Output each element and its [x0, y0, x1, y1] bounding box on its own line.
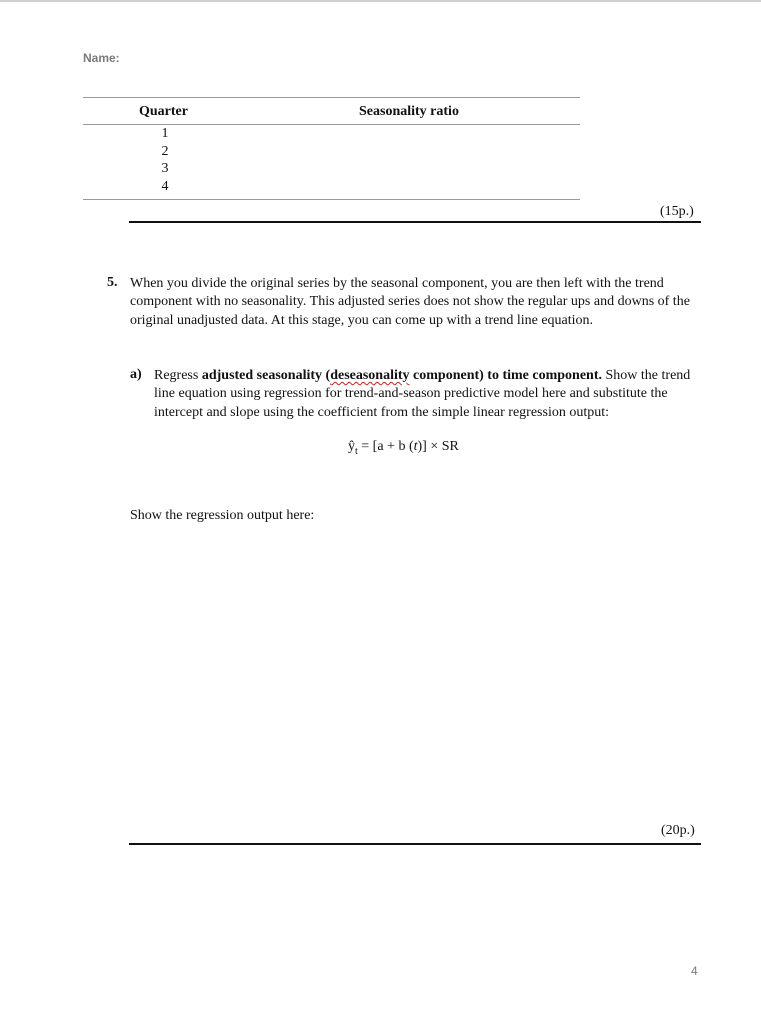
formula-mid: = [a + b (	[357, 439, 414, 454]
regression-output-prompt: Show the regression output here:	[130, 508, 315, 523]
part-a-text	[154, 367, 709, 422]
part-a-bold-1: adjusted seasonality (	[201, 368, 331, 383]
part-a-bold	[202, 368, 602, 383]
points-20: (20p.)	[661, 823, 695, 838]
quarter-cell: 1	[161, 126, 169, 141]
name-label: Name:	[83, 51, 120, 65]
part-a-rest: Show the trend line equation using regression for trend-and-season predictive model here and substitute the intercept and slope using the coefficient from the simple linear regression output:	[154, 368, 691, 420]
part-a-lead: Regress	[154, 368, 202, 383]
formula-yhat: ŷ	[348, 439, 355, 454]
table-header-rule	[83, 124, 580, 125]
question-number: 5.	[107, 275, 118, 290]
table-bottom-rule	[83, 199, 580, 200]
part-a-label: a)	[130, 367, 142, 382]
page-top-edge	[0, 0, 761, 2]
seasonality-table	[83, 97, 580, 194]
quarter-cell: 2	[161, 143, 169, 159]
formula-var: t	[413, 439, 418, 454]
quarter-cell: 4	[161, 178, 169, 194]
quarter-cell: 3	[161, 161, 169, 176]
page-number: 4	[691, 964, 698, 978]
answer-line-2	[129, 843, 701, 845]
table-header-row	[83, 98, 580, 124]
formula-subscript: t	[355, 445, 358, 457]
formula-end: )] × SR	[417, 439, 459, 454]
quarter-column	[161, 125, 169, 195]
question-text: When you divide the original series by the seasonal component, you are then left with the trend component with no seasonality. This adjusted series does not show the regular ups and downs of the original unadjusted data. At this stage, you can come up with a trend line equation.	[130, 276, 690, 328]
spellcheck-word: deseasonality	[330, 368, 410, 383]
header-seasonality-ratio: Seasonality ratio	[359, 104, 459, 119]
part-a-bold-2: component) to time component.	[409, 368, 603, 383]
answer-line-1	[129, 221, 701, 223]
trend-formula	[348, 439, 459, 457]
header-quarter: Quarter	[139, 104, 188, 119]
points-15: (15p.)	[660, 204, 694, 219]
